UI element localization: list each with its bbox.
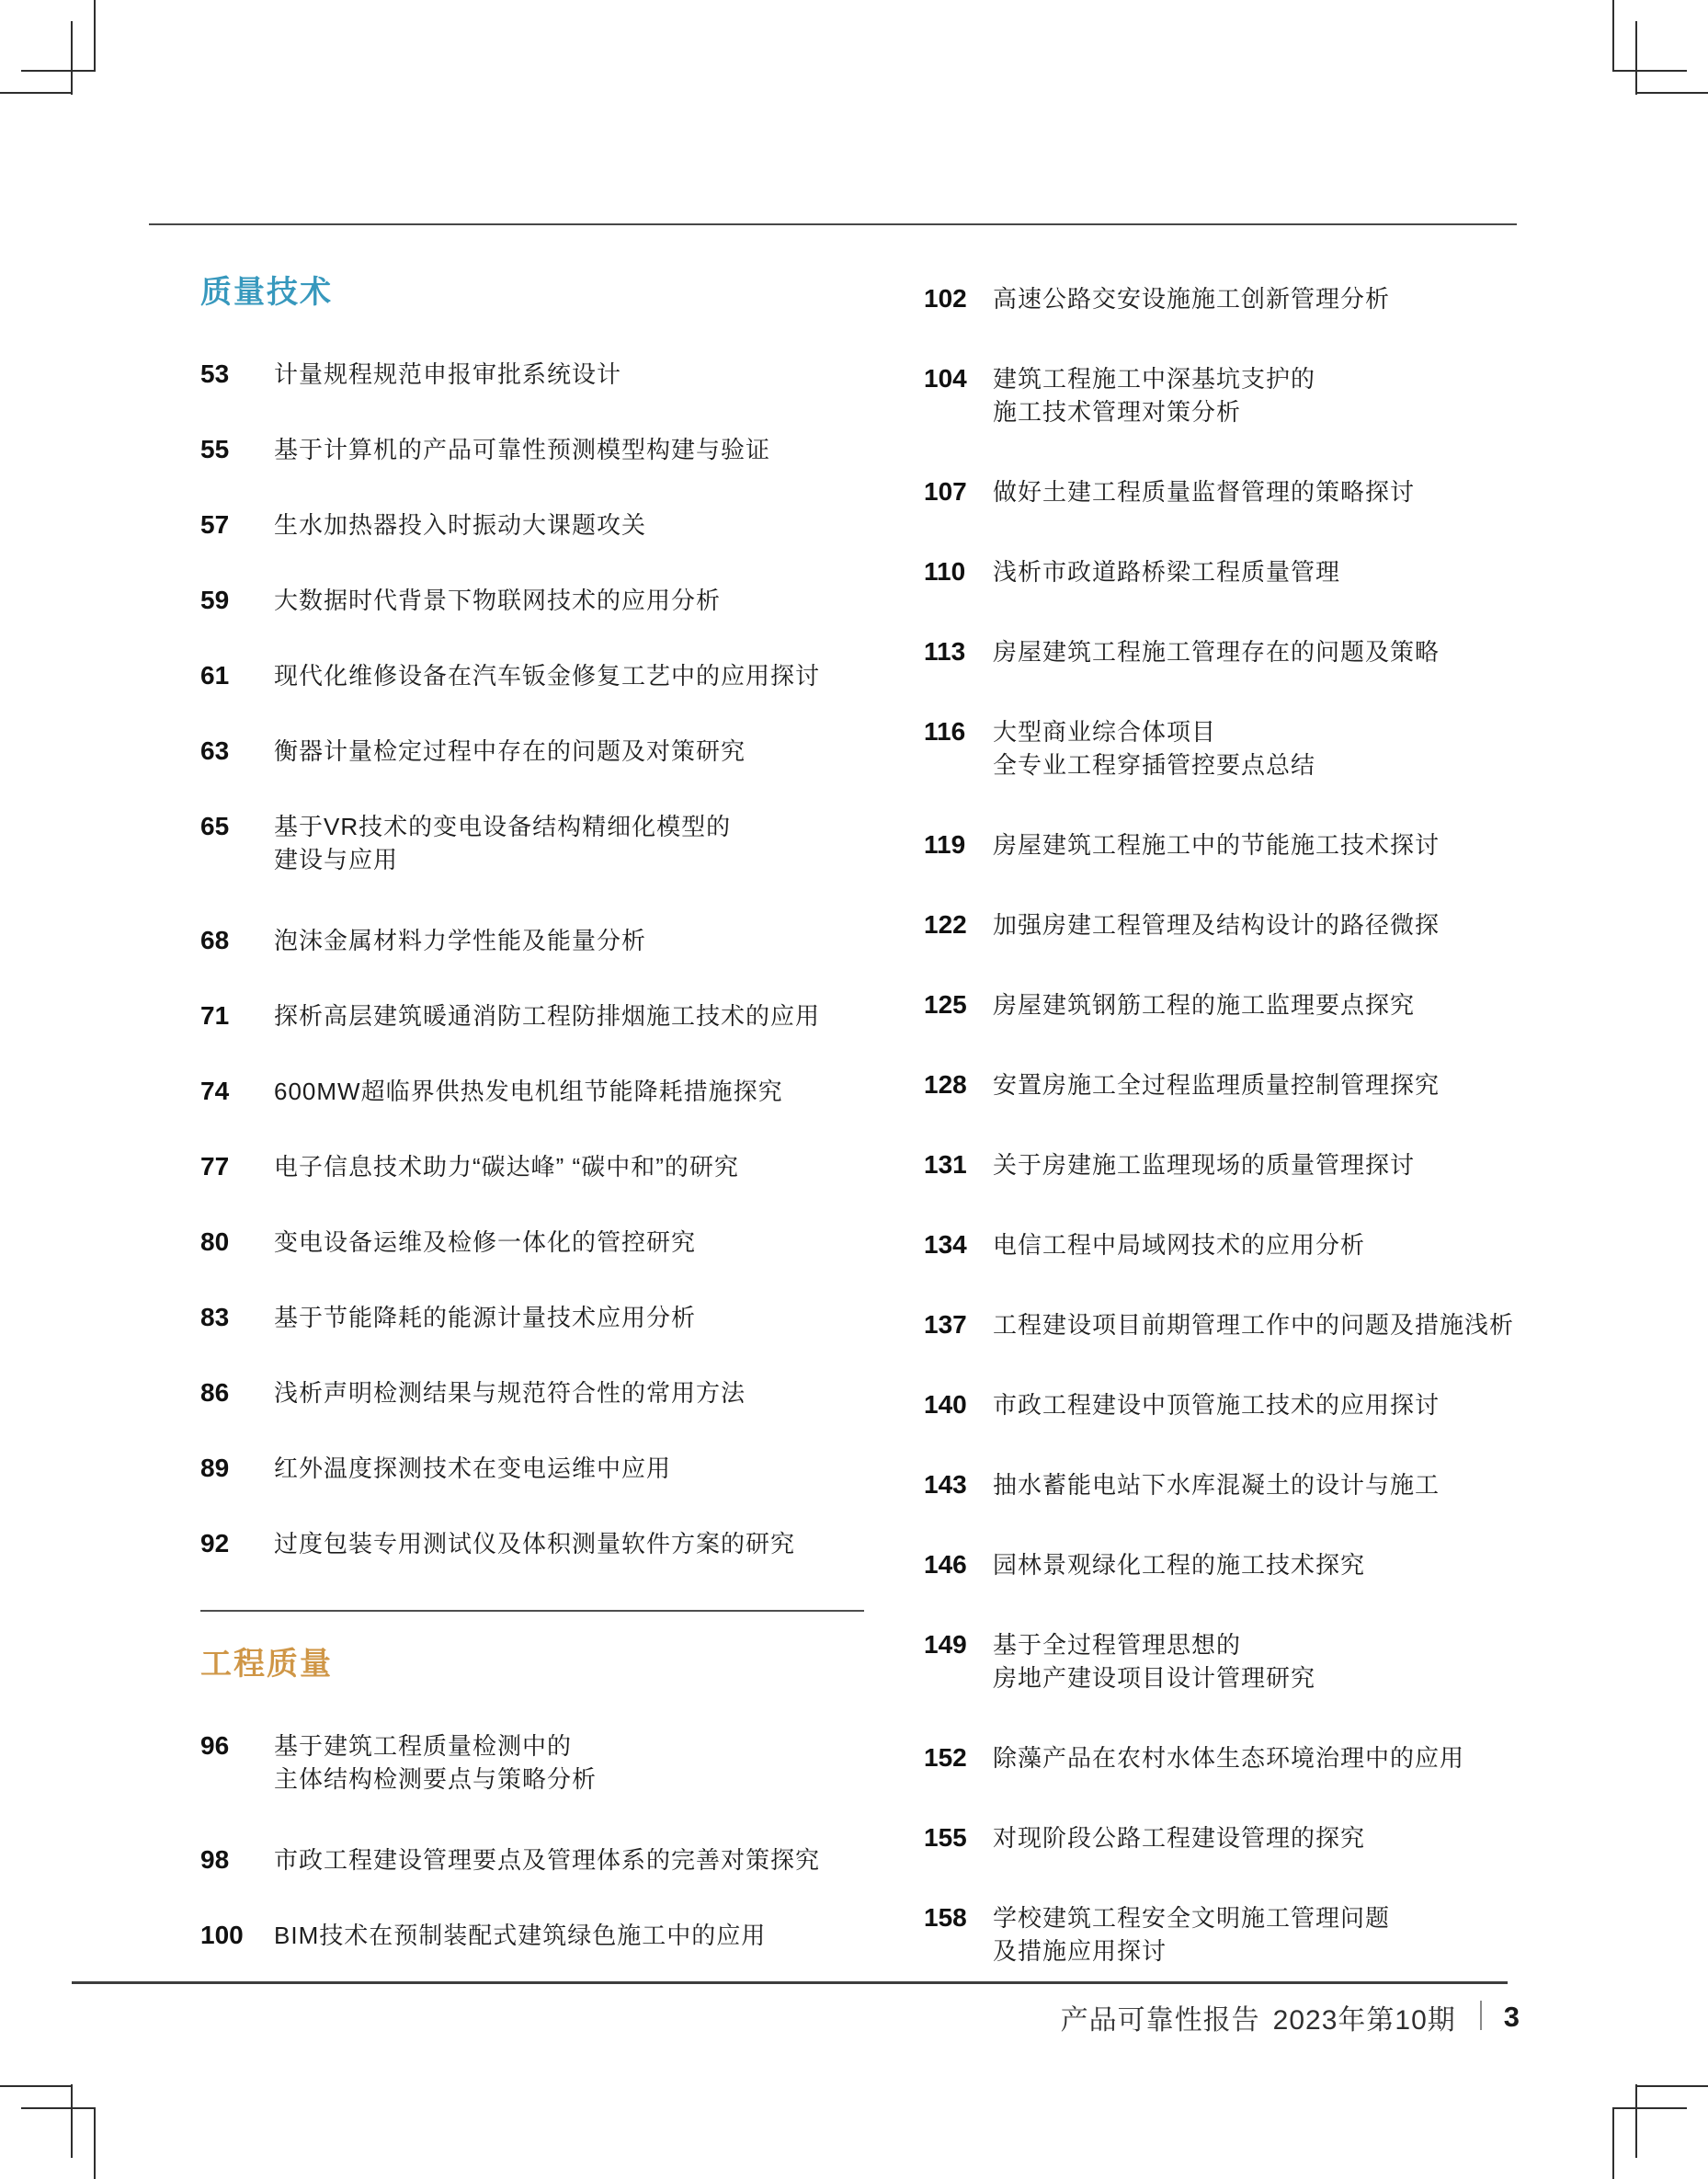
- entry-title: 衡器计量检定过程中存在的问题及对策研究: [274, 737, 746, 765]
- entry-title: 大型商业综合体项目 全专业工程穿插管控要点总结: [993, 718, 1316, 779]
- toc-entry: [200, 1226, 899, 1301]
- entry-page-number: 57: [200, 510, 230, 539]
- section-title: 工程质量: [200, 1647, 333, 1682]
- footer-rule: [72, 1981, 1508, 1984]
- issue-label: 2023年第10期: [1272, 2005, 1456, 2036]
- entry-title: 市政工程建设管理要点及管理体系的完善对策探究: [274, 1846, 821, 1874]
- crop-mark: [1612, 2107, 1687, 2109]
- crop-mark: [1635, 2085, 1708, 2087]
- toc-entry: [924, 362, 1595, 475]
- entry-page-number: 128: [924, 1070, 967, 1099]
- toc-entry: [924, 282, 1595, 362]
- entry-page-number: 137: [924, 1310, 967, 1339]
- section-divider: [200, 1610, 864, 1612]
- entry-title: 600MW超临界供热发电机组节能降耗措施探究: [274, 1078, 783, 1105]
- entry-title: 探析高层建筑暖通消防工程防排烟施工技术的应用: [274, 1002, 821, 1030]
- toc-entry: [924, 1308, 1595, 1388]
- entry-page-number: 92: [200, 1529, 230, 1557]
- entry-page-number: 63: [200, 736, 230, 765]
- toc-left-column: [200, 272, 899, 1994]
- toc-entry: [200, 810, 899, 924]
- crop-mark: [1612, 2107, 1614, 2179]
- entry-page-number: 74: [200, 1077, 230, 1105]
- entry-title: 基于VR技术的变电设备结构精细化模型的 建设与应用: [274, 813, 732, 873]
- entry-page-number: 119: [924, 830, 966, 859]
- entry-page-number: 98: [200, 1845, 230, 1874]
- crop-mark: [94, 0, 96, 72]
- toc-entry: [200, 1527, 899, 1603]
- toc-entry: [200, 508, 899, 584]
- toc-entry: [924, 1468, 1595, 1548]
- entry-title: 生水加热器投入时振动大课题攻关: [274, 511, 647, 539]
- toc-entry: [924, 988, 1595, 1068]
- entry-title: 基于建筑工程质量检测中的 主体结构检测要点与策略分析: [274, 1732, 598, 1793]
- entry-title: 红外温度探测技术在变电运维中应用: [274, 1455, 672, 1482]
- entry-page-number: 68: [200, 926, 230, 954]
- entry-title: 做好土建工程质量监督管理的策略探讨: [993, 478, 1416, 506]
- entry-page-number: 131: [924, 1150, 967, 1179]
- toc-entry: [200, 1075, 899, 1150]
- footer-divider-bar: [1480, 2001, 1482, 2030]
- toc-entry: [200, 358, 899, 433]
- entry-title: 过度包装专用测试仪及体积测量软件方案的研究: [274, 1530, 796, 1557]
- entry-page-number: 89: [200, 1454, 230, 1482]
- entry-page-number: 146: [924, 1550, 967, 1579]
- entry-title: 浅析市政道路桥梁工程质量管理: [993, 558, 1341, 586]
- entry-page-number: 152: [924, 1743, 967, 1772]
- crop-mark: [21, 2107, 96, 2109]
- toc-entry: [200, 924, 899, 999]
- entry-title: 浅析声明检测结果与规范符合性的常用方法: [274, 1379, 746, 1407]
- entry-title: 基于计算机的产品可靠性预测模型构建与验证: [274, 436, 771, 463]
- toc-entry: [924, 475, 1595, 555]
- entry-page-number: 71: [200, 1001, 230, 1030]
- entry-page-number: 140: [924, 1390, 967, 1419]
- entry-title: 学校建筑工程安全文明施工管理问题 及措施应用探讨: [993, 1904, 1391, 1965]
- journal-name: 产品可靠性报告: [1060, 2005, 1260, 2036]
- entry-title: 现代化维修设备在汽车钣金修复工艺中的应用探讨: [274, 662, 821, 690]
- entry-title: 抽水蓄能电站下水库混凝土的设计与施工: [993, 1471, 1440, 1499]
- entry-title: 除藻产品在农村水体生态环境治理中的应用: [993, 1744, 1465, 1772]
- toc-entry: [200, 999, 899, 1075]
- entry-title: 市政工程建设中顶管施工技术的应用探讨: [993, 1391, 1440, 1419]
- crop-mark: [1635, 21, 1637, 95]
- toc-entry: [200, 584, 899, 659]
- entry-title: 大数据时代背景下物联网技术的应用分析: [274, 587, 722, 614]
- entry-page-number: 113: [924, 637, 966, 666]
- crop-mark: [71, 21, 73, 95]
- toc-entry: [924, 908, 1595, 988]
- entry-title: 房屋建筑工程施工中的节能施工技术探讨: [993, 831, 1440, 859]
- entry-title: 关于房建施工监理现场的质量管理探讨: [993, 1151, 1416, 1179]
- entry-page-number: 61: [200, 661, 230, 690]
- entry-page-number: 100: [200, 1921, 244, 1949]
- entry-page-number: 80: [200, 1227, 230, 1256]
- crop-mark: [1612, 0, 1614, 72]
- entry-title: 工程建设项目前期管理工作中的问题及措施浅析: [993, 1311, 1515, 1339]
- toc-entry: [924, 1148, 1595, 1228]
- toc-entry: [924, 1068, 1595, 1148]
- entry-page-number: 158: [924, 1903, 967, 1932]
- toc-entry: [924, 1821, 1595, 1901]
- entry-page-number: 102: [924, 284, 967, 313]
- entry-page-number: 104: [924, 364, 967, 393]
- entry-title: BIM技术在预制装配式建筑绿色施工中的应用: [274, 1922, 767, 1949]
- toc-right-column: [924, 282, 1595, 2014]
- toc-entry: [924, 555, 1595, 635]
- toc-entry: [924, 635, 1595, 715]
- entry-page-number: 149: [924, 1630, 967, 1659]
- toc-entry: [200, 1452, 899, 1527]
- entry-page-number: 107: [924, 477, 967, 506]
- page-footer: [1061, 2001, 1520, 2034]
- page-number: 3: [1503, 2001, 1520, 2033]
- entry-page-number: 143: [924, 1470, 967, 1499]
- entry-page-number: 59: [200, 586, 230, 614]
- entry-title: 安置房施工全过程监理质量控制管理探究: [993, 1071, 1440, 1099]
- entry-page-number: 55: [200, 435, 230, 463]
- toc-entry: [924, 1548, 1595, 1628]
- crop-mark: [1635, 92, 1708, 94]
- entry-title: 基于节能降耗的能源计量技术应用分析: [274, 1304, 697, 1331]
- toc-entry: [200, 659, 899, 735]
- entry-page-number: 77: [200, 1152, 230, 1181]
- section-title: 质量技术: [200, 275, 333, 310]
- entry-title: 计量规程规范申报审批系统设计: [274, 360, 622, 388]
- crop-mark: [94, 2107, 96, 2179]
- entry-title: 电子信息技术助力“碳达峰” “碳中和”的研究: [274, 1153, 739, 1181]
- entry-title: 建筑工程施工中深基坑支护的 施工技术管理对策分析: [993, 365, 1316, 426]
- entry-title: 加强房建工程管理及结构设计的路径微探: [993, 911, 1440, 939]
- entry-title: 基于全过程管理思想的 房地产建设项目设计管理研究: [993, 1631, 1316, 1692]
- entry-page-number: 122: [924, 910, 967, 939]
- entry-page-number: 53: [200, 359, 230, 388]
- entry-title: 房屋建筑钢筋工程的施工监理要点探究: [993, 991, 1416, 1019]
- toc-entry: [200, 1843, 899, 1919]
- entry-page-number: 83: [200, 1303, 230, 1331]
- crop-mark: [71, 2084, 73, 2158]
- crop-mark: [0, 92, 73, 94]
- crop-mark: [0, 2085, 73, 2087]
- toc-entry: [924, 1388, 1595, 1468]
- entry-title: 高速公路交安设施施工创新管理分析: [993, 285, 1391, 313]
- entry-page-number: 155: [924, 1823, 967, 1852]
- entry-title: 房屋建筑工程施工管理存在的问题及策略: [993, 638, 1440, 666]
- entry-title: 变电设备运维及检修一体化的管控研究: [274, 1228, 697, 1256]
- entry-title: 对现阶段公路工程建设管理的探究: [993, 1824, 1366, 1852]
- toc-entry: [924, 1228, 1595, 1308]
- entry-page-number: 116: [924, 717, 966, 746]
- entry-page-number: 86: [200, 1378, 230, 1407]
- toc-entry: [200, 735, 899, 810]
- entry-page-number: 96: [200, 1731, 230, 1760]
- entry-title: 电信工程中局域网技术的应用分析: [993, 1231, 1366, 1259]
- top-rule: [149, 223, 1517, 225]
- toc-entry: [200, 1729, 899, 1843]
- toc-entry: [200, 1301, 899, 1376]
- toc-entry: [200, 1150, 899, 1226]
- toc-entry: [200, 433, 899, 508]
- toc-entry: [924, 1628, 1595, 1741]
- crop-mark: [21, 70, 96, 72]
- toc-entry: [200, 1376, 899, 1452]
- entry-page-number: 134: [924, 1230, 967, 1259]
- toc-entry: [924, 828, 1595, 908]
- crop-mark: [1635, 2084, 1637, 2158]
- toc-entry: [924, 1741, 1595, 1821]
- toc-entry: [924, 715, 1595, 828]
- crop-mark: [1612, 70, 1687, 72]
- entry-page-number: 110: [924, 557, 966, 586]
- entry-title: 园林景观绿化工程的施工技术探究: [993, 1551, 1366, 1579]
- entry-page-number: 125: [924, 990, 967, 1019]
- entry-page-number: 65: [200, 812, 230, 840]
- entry-title: 泡沫金属材料力学性能及能量分析: [274, 927, 647, 954]
